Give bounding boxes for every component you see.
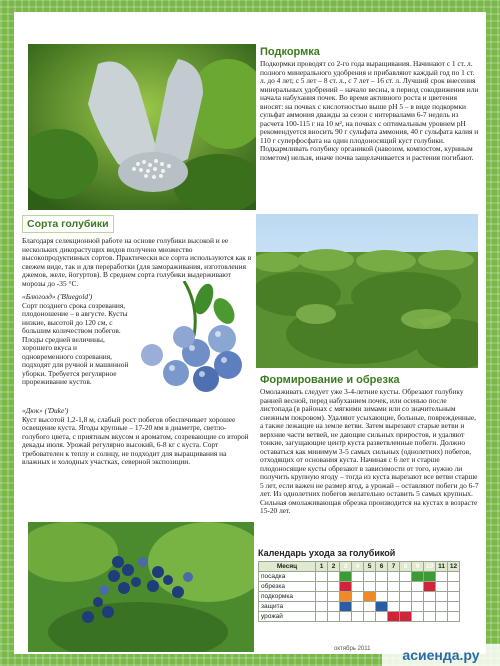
calendar-cell [376,582,388,592]
calendar-row-label: посадка [259,572,316,582]
formirovanie-text: Омолаживать следует уже 3-4-летние кусты. Обрезают голубику ранней весной, перед набуханием почек, или осенью после листопада (в районах с мягкими зимами или со значительным снежным покровом). Удаляют усыхающие, больные, поврежденные, а также лежащие на земле ветви. Затем вырезают старые ветви и верхние части ветвей, не дающие сильных приростов, и удаляют тонкие, загущающие центр куста разветвленные побеги. Должно оставаться как минимум 3-5 самых сильных (однолетних) побегов, отходящих от основания куста. Начиная с 6 лет и старше плодоносящие кусты обрезают в зависимости от того, нужно ли получить крупную ягоду – тогда из куста вырезают все ветви старше 5 лет, если важен не размер ягод, а урожай – оставляют побеги до 6-7 лет. Из однолетних побегов желательно оставить 5 самых крупных. Сильная омолаживающая обрезка производится на кустах в возрасте 15-20 лет. [260,387,479,515]
calendar-cell [328,612,340,622]
calendar-row-label: обрезка [259,582,316,592]
calendar-cell [316,602,328,612]
calendar-cell [388,612,400,622]
calendar-cell [364,582,376,592]
fertilizer-hands-photo [28,44,256,210]
calendar-cell [364,572,376,582]
calendar-cell [316,582,328,592]
care-calendar [258,548,480,622]
calendar-cell [340,602,352,612]
sorta-section [22,214,252,467]
calendar-row [259,602,460,612]
blueberries-illustration [124,281,252,401]
calendar-month-3: 3 [340,562,352,572]
formirovanie-title: Формирование и обрезка [260,374,400,386]
calendar-cell [424,612,436,622]
calendar-month-9: 9 [412,562,424,572]
calendar-cell [376,602,388,612]
calendar-cell [352,572,364,582]
blueberry-bush-photo [28,522,254,652]
calendar-cell [364,602,376,612]
calendar-month-1: 1 [316,562,328,572]
calendar-month-7: 7 [388,562,400,572]
sorta-title: Сорта голубики [27,218,109,230]
calendar-month-6: 6 [376,562,388,572]
calendar-month-5: 5 [364,562,376,572]
calendar-cell [352,592,364,602]
calendar-cell [436,592,448,602]
calendar-cell [328,582,340,592]
duke-text: Куст высотой 1,2-1,8 м, слабый рост побегов обеспечивает хорошее освещение куста. Ягоды крупные – 17-20 мм в диаметре, светло-голубого цвета, с приятным вкусом и ароматом, созревающие со второй декады июля. Урожай регулярно высокий, 6-8 кг с куста. Сорт требователен к теплу и солнцу, не подходит для выращивания на влажных и холодных участках, северной экспозиции. [22,414,249,466]
calendar-cell [328,572,340,582]
calendar-cell [400,572,412,582]
magazine-page [14,12,486,654]
calendar-month-12: 12 [448,562,460,572]
calendar-table [258,561,460,622]
calendar-cell [352,602,364,612]
calendar-cell [364,612,376,622]
calendar-cell [400,602,412,612]
calendar-row [259,612,460,622]
calendar-row [259,582,460,592]
calendar-cell [388,602,400,612]
calendar-row [259,572,460,582]
podkormka-title: Подкормка [260,46,320,58]
calendar-cell [376,572,388,582]
calendar-cell [448,582,460,592]
formirovanie-section [260,374,480,516]
calendar-cell [412,592,424,602]
calendar-cell [448,602,460,612]
bluegold-title: «Блюголд» ('Bluegold') [22,292,93,301]
calendar-cell [316,572,328,582]
calendar-cell [376,612,388,622]
sorta-intro: Благодаря селекционной работе на основе голубики высокой и ее нескольких дикорастущих видов получено множество высокопродуктивных сортов. Практически все сорта используются как в свежем виде, так и для переработки (для замораживания, изготовления джемов, желе, йогуртов). В среднем сорта голубики выдерживают морозы до -35 °С. [22,236,252,288]
calendar-row-label: защита [259,602,316,612]
calendar-cell [424,602,436,612]
calendar-cell [328,592,340,602]
calendar-cell [388,582,400,592]
calendar-cell [448,572,460,582]
calendar-cell [412,572,424,582]
footer-issue: октябрь 2011 [334,646,371,652]
calendar-cell [400,612,412,622]
calendar-cell [340,592,352,602]
calendar-cell [352,612,364,622]
blueberry-field-photo [256,214,478,368]
sorta-title-box [22,215,114,233]
calendar-cell [400,592,412,602]
calendar-month-2: 2 [328,562,340,572]
calendar-cell [376,592,388,602]
calendar-cell [328,602,340,612]
bluegold-text: Сорт позднего срока созревания, плодоношение – в августе. Кусты низкие, высотой до 120 см, с большим количеством побегов. Плоды средней величины, хорошего вкуса и одновременного созревания, подходят для ручной и машинной уборки. Требуется регулярное прореживание кустов. [22,300,129,386]
calendar-cell [352,582,364,592]
calendar-month-header: Месяц [259,562,316,572]
podkormka-text: Подкормки проводят со 2-го года выращивания. Начинают с 1 ст. л. полного минерального удобрения и прибавляют каждый год по 1 ст. л. до 4 лет, с 5 лет – 8 ст. л., с 7 лет – 16 ст. л. Лучший срок внесения минеральных удобрений – начало весны, в период сокодвижения или начала набухания почек. Во время активного роста и цветения вносят: на почвах с кислотностью выше рН 5 – в виде подкормки сульфат аммония дважды за сезон с интервалами 6-7 недель из расчета 100-115 г на 10 м², на почвах с оптимальным уровнем рН рекомендуется вносить 90 г сульфата аммония, 40 г сульфата калия и 110 г суперфосфата на один плодоносящий куст голубики. Подкармливать голубику органикой (навозом, компостом, куриным пометом) нельзя, иначе почва защелачивается и растения погибают. [260,59,479,162]
calendar-month-10: 10 [424,562,436,572]
calendar-cell [388,592,400,602]
calendar-row [259,592,460,602]
calendar-month-8: 8 [400,562,412,572]
duke-title: «Дюк» ('Duke') [22,406,69,415]
calendar-cell [388,572,400,582]
calendar-cell [424,572,436,582]
calendar-cell [436,582,448,592]
calendar-cell [436,572,448,582]
calendar-month-4: 4 [352,562,364,572]
calendar-cell [400,582,412,592]
calendar-cell [424,582,436,592]
calendar-row-label: подкормка [259,592,316,602]
calendar-cell [412,602,424,612]
podkormka-section [260,46,480,162]
calendar-month-11: 11 [436,562,448,572]
calendar-cell [436,602,448,612]
calendar-cell [364,592,376,602]
calendar-title: Календарь ухода за голубикой [258,548,396,558]
watermark-logo: асиенда.ру [382,644,500,666]
calendar-cell [448,612,460,622]
calendar-cell [412,582,424,592]
calendar-cell [316,612,328,622]
calendar-cell [340,612,352,622]
calendar-row-label: урожай [259,612,316,622]
calendar-cell [340,582,352,592]
calendar-cell [412,612,424,622]
calendar-cell [424,592,436,602]
calendar-cell [448,592,460,602]
calendar-cell [316,592,328,602]
calendar-cell [436,612,448,622]
calendar-cell [340,572,352,582]
